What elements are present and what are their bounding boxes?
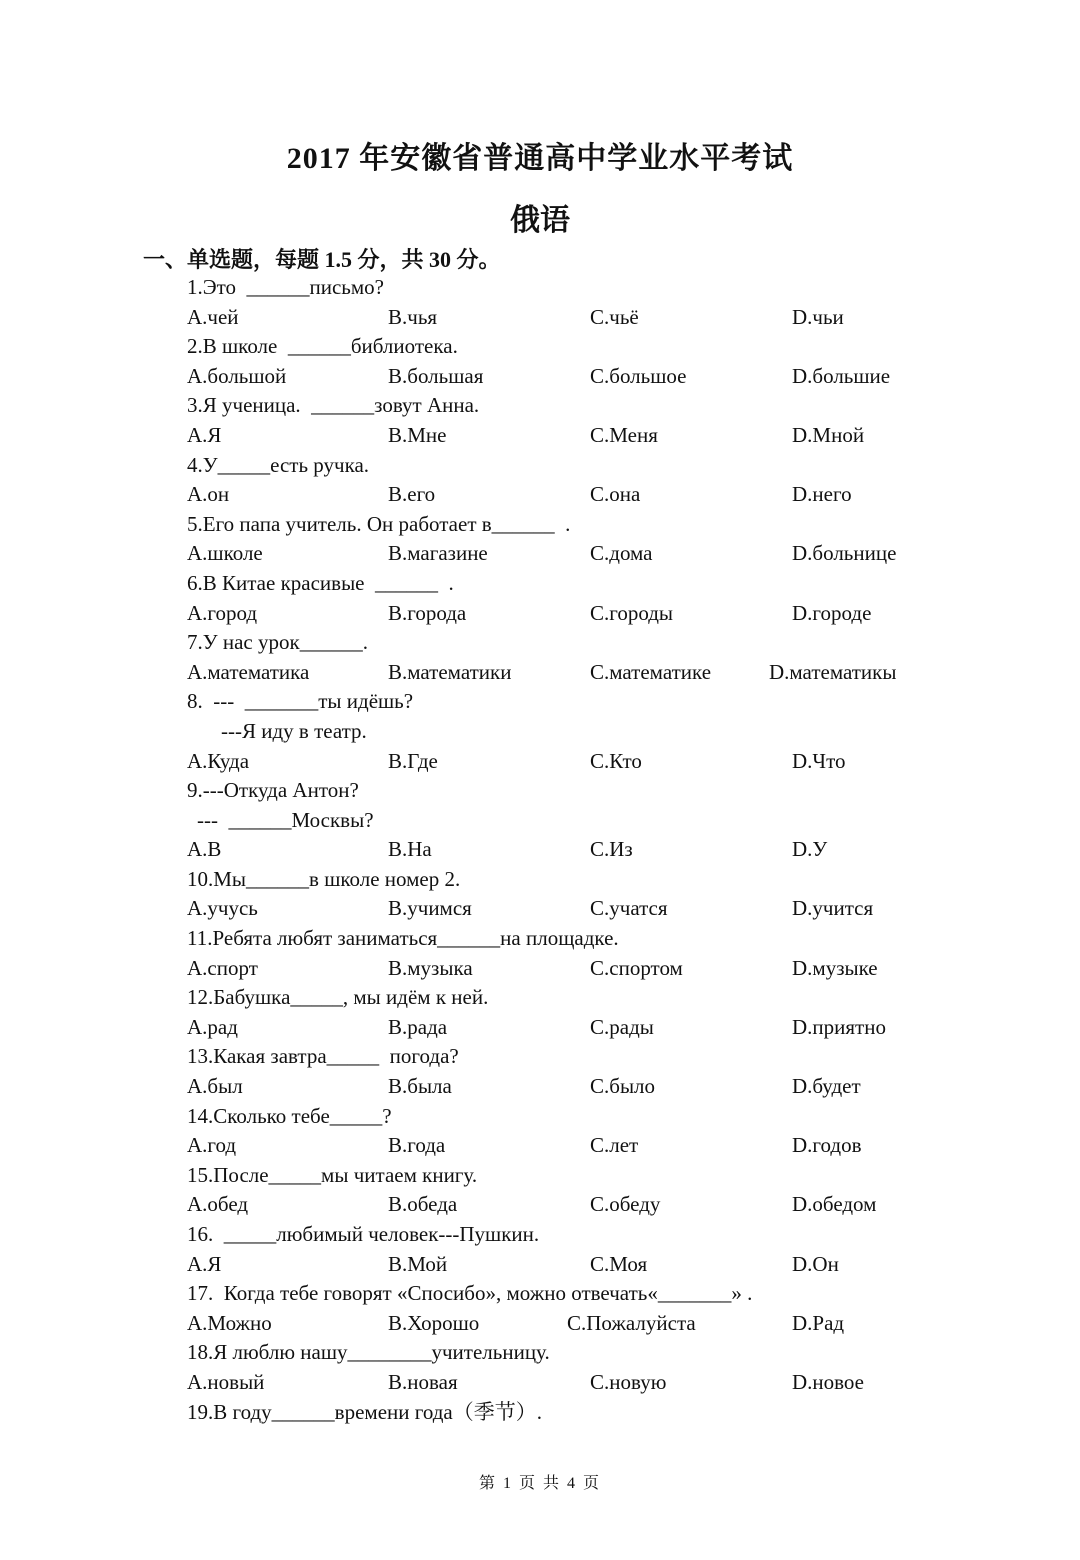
- option-a[interactable]: A.новый: [187, 1369, 265, 1394]
- answer-options: [187, 1250, 947, 1280]
- option-d[interactable]: D.Он: [792, 1251, 839, 1276]
- section-heading: 一、单选题，每题 1.5 分，共 30 分。: [143, 247, 501, 272]
- question-stem: 4.У_____есть ручка.: [187, 452, 370, 477]
- answer-options: [187, 747, 947, 777]
- option-d[interactable]: D.приятно: [792, 1014, 886, 1039]
- option-c[interactable]: C.обеду: [590, 1192, 661, 1217]
- option-b[interactable]: B.года: [388, 1133, 446, 1158]
- option-b[interactable]: B.Где: [388, 748, 438, 773]
- answer-options: [187, 1309, 947, 1339]
- question-stem: 19.В году______времени года（季节）.: [187, 1399, 542, 1424]
- option-a[interactable]: A.математика: [187, 659, 310, 684]
- answer-options: [187, 1013, 947, 1043]
- option-a[interactable]: A.обед: [187, 1192, 249, 1217]
- question-stem: 17. Когда тебе говорят «Спосибо», можно отвечать«_______» .: [187, 1281, 753, 1306]
- option-c[interactable]: C.лет: [590, 1133, 639, 1158]
- option-b[interactable]: B.Хорошо: [388, 1310, 480, 1335]
- question-stem: 11.Ребята любят заниматься______на площадке.: [187, 926, 619, 951]
- option-c[interactable]: C.чьё: [590, 304, 639, 329]
- option-b[interactable]: B.новая: [388, 1369, 458, 1394]
- option-b[interactable]: B.его: [388, 482, 436, 507]
- question-stem: 13.Какая завтра_____ погода?: [187, 1044, 459, 1069]
- option-b[interactable]: B.музыка: [388, 955, 473, 980]
- option-c[interactable]: C.Кто: [590, 748, 642, 773]
- exam-subject: 俄语: [510, 204, 570, 237]
- exam-title: 2017 年安徽省普通高中学业水平考试: [286, 142, 794, 175]
- option-b[interactable]: B.города: [388, 600, 467, 625]
- question-stem: 12.Бабушка_____, мы идём к ней.: [187, 985, 489, 1010]
- option-d[interactable]: D.новое: [792, 1369, 865, 1394]
- option-b[interactable]: B.рада: [388, 1014, 448, 1039]
- option-c[interactable]: C.математике: [590, 659, 712, 684]
- question-stem: 14.Сколько тебе_____?: [187, 1103, 392, 1128]
- option-c[interactable]: C.Меня: [590, 422, 658, 447]
- option-d[interactable]: D.музыке: [792, 955, 878, 980]
- question-stem: 7.У нас урок______.: [187, 630, 368, 655]
- question-stem-continuation: ---Я иду в театр.: [221, 718, 367, 743]
- answer-options: [187, 599, 947, 629]
- option-a[interactable]: A.рад: [187, 1014, 238, 1039]
- option-a[interactable]: A.чей: [187, 304, 239, 329]
- question-stem: 3.Я ученица. ______зовут Анна.: [187, 393, 480, 418]
- answer-options: [187, 835, 947, 865]
- question-list: [187, 273, 947, 1427]
- option-b[interactable]: B.учимся: [388, 896, 472, 921]
- option-b[interactable]: B.была: [388, 1074, 452, 1099]
- option-c[interactable]: C.было: [590, 1074, 656, 1099]
- option-a[interactable]: A.он: [187, 482, 230, 507]
- option-d[interactable]: D.Мной: [792, 422, 865, 447]
- option-d[interactable]: D.будет: [792, 1074, 861, 1099]
- option-c[interactable]: C.Из: [590, 837, 633, 862]
- option-c[interactable]: C.городы: [590, 600, 674, 625]
- question-stem: 2.В школе ______библиотека.: [187, 334, 458, 359]
- answer-options: [187, 539, 947, 569]
- answer-options: [187, 894, 947, 924]
- option-a[interactable]: A.Я: [187, 1251, 222, 1276]
- option-a[interactable]: A.Можно: [187, 1310, 272, 1335]
- option-c[interactable]: C.Пожалуйста: [567, 1310, 696, 1335]
- option-b[interactable]: B.Мне: [388, 422, 447, 447]
- option-a[interactable]: A.спорт: [187, 955, 258, 980]
- option-a[interactable]: A.большой: [187, 363, 287, 388]
- option-d[interactable]: D.городе: [792, 600, 872, 625]
- option-a[interactable]: A.Куда: [187, 748, 250, 773]
- question-stem: 6.В Китае красивые ______ .: [187, 570, 454, 595]
- option-c[interactable]: C.Моя: [590, 1251, 648, 1276]
- option-d[interactable]: D.больнице: [792, 541, 897, 566]
- option-d[interactable]: D.учится: [792, 896, 874, 921]
- page-number: 第 1 页 共 4 页: [478, 1475, 601, 1492]
- option-d[interactable]: D.У: [792, 837, 828, 862]
- option-b[interactable]: B.обеда: [388, 1192, 458, 1217]
- option-d[interactable]: D.математикы: [769, 659, 897, 684]
- question-stem: 18.Я люблю нашу________учительницу.: [187, 1340, 550, 1365]
- answer-options: [187, 303, 947, 333]
- option-d[interactable]: D.Рад: [792, 1310, 845, 1335]
- option-c[interactable]: C.большое: [590, 363, 687, 388]
- option-a[interactable]: A.был: [187, 1074, 243, 1099]
- option-c[interactable]: C.учатся: [590, 896, 668, 921]
- question-stem: 9.---Откуда Антон?: [187, 778, 359, 803]
- answer-options: [187, 480, 947, 510]
- option-c[interactable]: C.дома: [590, 541, 653, 566]
- question-stem-continuation: --- ______Москвы?: [197, 807, 374, 832]
- option-b[interactable]: B.На: [388, 837, 432, 862]
- option-c[interactable]: C.она: [590, 482, 641, 507]
- option-a[interactable]: A.учусь: [187, 896, 258, 921]
- option-a[interactable]: A.год: [187, 1133, 237, 1158]
- option-d[interactable]: D.большие: [792, 363, 891, 388]
- option-d[interactable]: D.него: [792, 482, 852, 507]
- answer-options: [187, 1190, 947, 1220]
- option-b[interactable]: B.магазине: [388, 541, 488, 566]
- option-c[interactable]: C.рады: [590, 1014, 654, 1039]
- question-stem: 15.После_____мы читаем книгу.: [187, 1162, 478, 1187]
- option-b[interactable]: B.Мой: [388, 1251, 448, 1276]
- option-d[interactable]: D.чьи: [792, 304, 844, 329]
- option-a[interactable]: A.школе: [187, 541, 263, 566]
- option-c[interactable]: C.новую: [590, 1369, 667, 1394]
- question-stem: 5.Его папа учитель. Он работает в______ .: [187, 511, 571, 536]
- question-stem: 10.Мы______в школе номер 2.: [187, 866, 461, 891]
- option-b[interactable]: B.чья: [388, 304, 438, 329]
- question-stem: 8. --- _______ты идёшь?: [187, 689, 414, 714]
- question-stem: 1.Это ______письмо?: [187, 275, 384, 299]
- answer-options: [187, 421, 947, 451]
- answer-options: [187, 658, 947, 688]
- answer-options: [187, 1368, 947, 1398]
- option-b[interactable]: B.математики: [388, 659, 512, 684]
- question-stem: 16. _____любимый человек---Пушкин.: [187, 1222, 540, 1246]
- answer-options: [187, 1131, 947, 1161]
- option-a[interactable]: A.Я: [187, 422, 222, 447]
- option-d[interactable]: D.годов: [792, 1133, 862, 1158]
- option-a[interactable]: A.В: [187, 837, 222, 862]
- option-a[interactable]: A.город: [187, 600, 258, 625]
- option-c[interactable]: C.спортом: [590, 955, 683, 980]
- option-d[interactable]: D.Что: [792, 748, 846, 773]
- answer-options: [187, 1072, 947, 1102]
- option-d[interactable]: D.обедом: [792, 1192, 877, 1217]
- option-b[interactable]: B.большая: [388, 363, 484, 388]
- answer-options: [187, 954, 947, 984]
- answer-options: [187, 362, 947, 392]
